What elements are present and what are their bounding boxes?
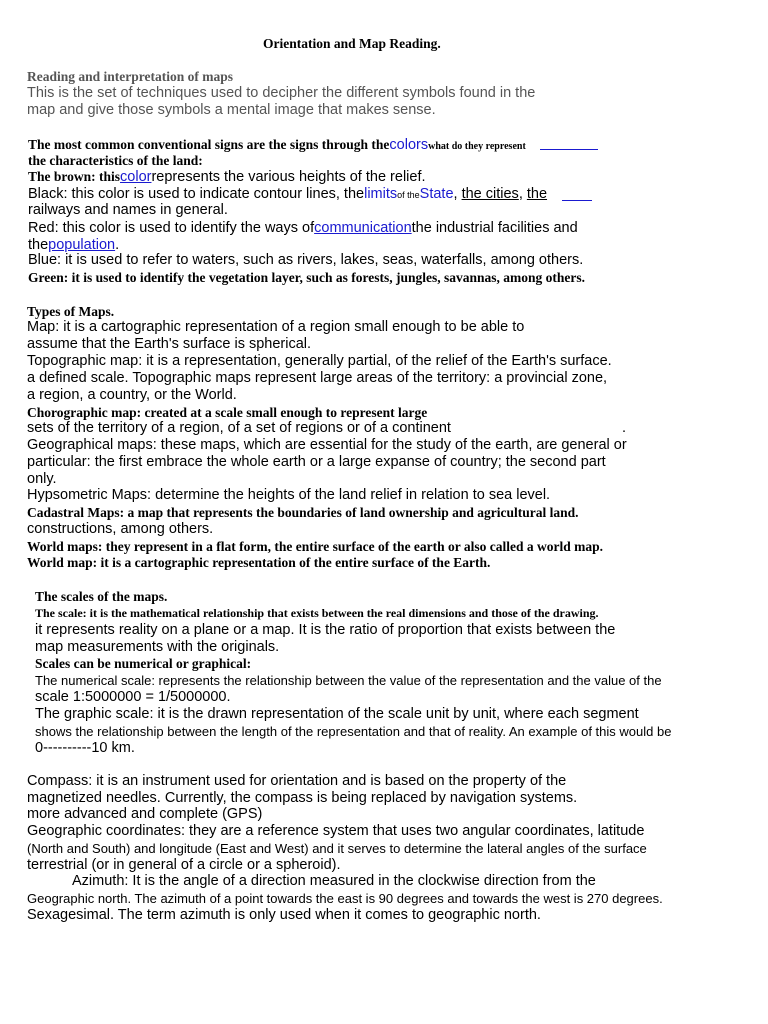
blank-underline [540,149,598,150]
cities-word: the cities [461,186,519,202]
blank-underline [562,200,592,201]
paragraph-line: assume that the Earth's surface is spherical. [27,336,312,352]
paragraph-line: a defined scale. Topographic maps represent large areas of the territory: a provincial zone, [27,370,608,386]
paragraph-line: magnetized needles. Currently, the compass is being replaced by navigation systems. [27,790,578,806]
paragraph-line: Geographical maps: these maps, which are essential for the study of the earth, are general or [27,437,627,453]
paragraph-line: sets of the territory of a region, of a set of regions or of a continent [27,420,451,436]
black-line-2: railways and names in general. [28,202,228,218]
paragraph-line: Sexagesimal. The term azimuth is only used when it comes to geographic north. [27,907,541,923]
colors-intro-tail: what do they represent [428,141,526,152]
paragraph-line: Geographic coordinates: they are a reference system that uses two angular coordinates, latitude [27,823,645,839]
paragraph-line: map and give those symbols a mental image that makes sense. [27,102,436,118]
paragraph-line: World maps: they represent in a flat form, the entire surface of the earth or also called a world map. [27,539,604,554]
paragraph-line: it represents reality on a plane or a map. It is the ratio of proportion that exists between the [35,622,616,638]
limits-word[interactable]: limits [364,186,398,202]
section-heading-scales: The scales of the maps. [35,589,168,604]
red-text: Red: this color is used to identify the ways of [28,220,315,236]
paragraph-line: shows the relationship between the length of the representation and that of reality. An example of this would be [35,724,672,739]
communication-word[interactable]: communication [314,220,412,236]
paragraph-line: Scales can be numerical or graphical: [35,656,252,671]
paragraph-line: World map: it is a cartographic representation of the entire surface of the Earth. [27,555,491,570]
paragraph-line: Topographic map: it is a representation, generally partial, of the relief of the Earth's surface. [27,353,612,369]
paragraph-line: only. [27,471,57,487]
of-the-word: of the [397,190,420,200]
population-word[interactable]: population [48,237,116,253]
brown-line [28,168,426,186]
colors-intro-text: The most common conventional signs are the signs through the [28,137,390,152]
red-text-2: the industrial facilities and [411,220,578,236]
section-heading-types: Types of Maps. [27,304,115,319]
paragraph-line: The numerical scale: represents the relationship between the value of the representation and the value of the [35,673,662,688]
paragraph-line: Hypsometric Maps: determine the heights of the land relief in relation to sea level. [27,487,551,503]
page-title: Orientation and Map Reading. [263,36,441,51]
paragraph-line: Geographic north. The azimuth of a point towards the east is 90 degrees and towards the west is 270 degrees. [27,891,663,906]
red-line [28,219,578,237]
brown-label: The brown: this [28,169,121,184]
paragraph-line: Chorographic map: created at a scale small enough to represent large [27,405,428,420]
stray-period: . [622,420,627,436]
paragraph-line: The scale: it is the mathematical relationship that exists between the real dimensions and those of the drawing. [35,606,599,620]
paragraph-line: (North and South) and longitude (East and West) and it serves to determine the lateral angles of the surface [27,841,647,856]
paragraph-line: Azimuth: It is the angle of a direction measured in the clockwise direction from the [72,873,596,889]
paragraph-line: Compass: it is an instrument used for orientation and is based on the property of the [27,773,567,789]
paragraph-line: This is the set of techniques used to decipher the different symbols found in the [27,85,536,101]
paragraph-line: a region, a country, or the World. [27,387,237,403]
the-word: the [28,237,49,253]
brown-color-word[interactable]: color [120,169,152,185]
colors-link-word[interactable]: colors [389,137,429,153]
the-word: the [526,186,548,202]
period: . [115,237,120,253]
paragraph-line: 0----------10 km. [35,740,135,756]
paragraph-line: constructions, among others. [27,521,214,537]
paragraph-line: map measurements with the originals. [35,639,280,655]
blue-line: Blue: it is used to refer to waters, such as rivers, lakes, seas, waterfalls, among others. [28,252,584,268]
green-line: Green: it is used to identify the vegetation layer, such as forests, jungles, savannas, among others. [28,270,586,285]
state-word[interactable]: State [419,186,454,202]
section-heading-reading: Reading and interpretation of maps [27,69,234,84]
comma: , [518,186,527,202]
colors-intro-line-2: the characteristics of the land: [28,153,203,168]
brown-rest: represents the various heights of the relief. [151,169,426,185]
paragraph-line: Cadastral Maps: a map that represents the boundaries of land ownership and agricultural land. [27,505,579,520]
paragraph-line: more advanced and complete (GPS) [27,806,263,822]
black-text: Black: this color is used to indicate contour lines, the [28,186,365,202]
paragraph-line: Map: it is a cartographic representation of a region small enough to be able to [27,319,525,335]
paragraph-line: scale 1:5000000 = 1/5000000. [35,689,231,705]
comma: , [453,186,462,202]
paragraph-line: The graphic scale: it is the drawn representation of the scale unit by unit, where each segment [35,706,639,722]
paragraph-line: particular: the first embrace the whole earth or a large expanse of country; the second part [27,454,606,470]
paragraph-line: terrestrial (or in general of a circle or a spheroid). [27,857,341,873]
